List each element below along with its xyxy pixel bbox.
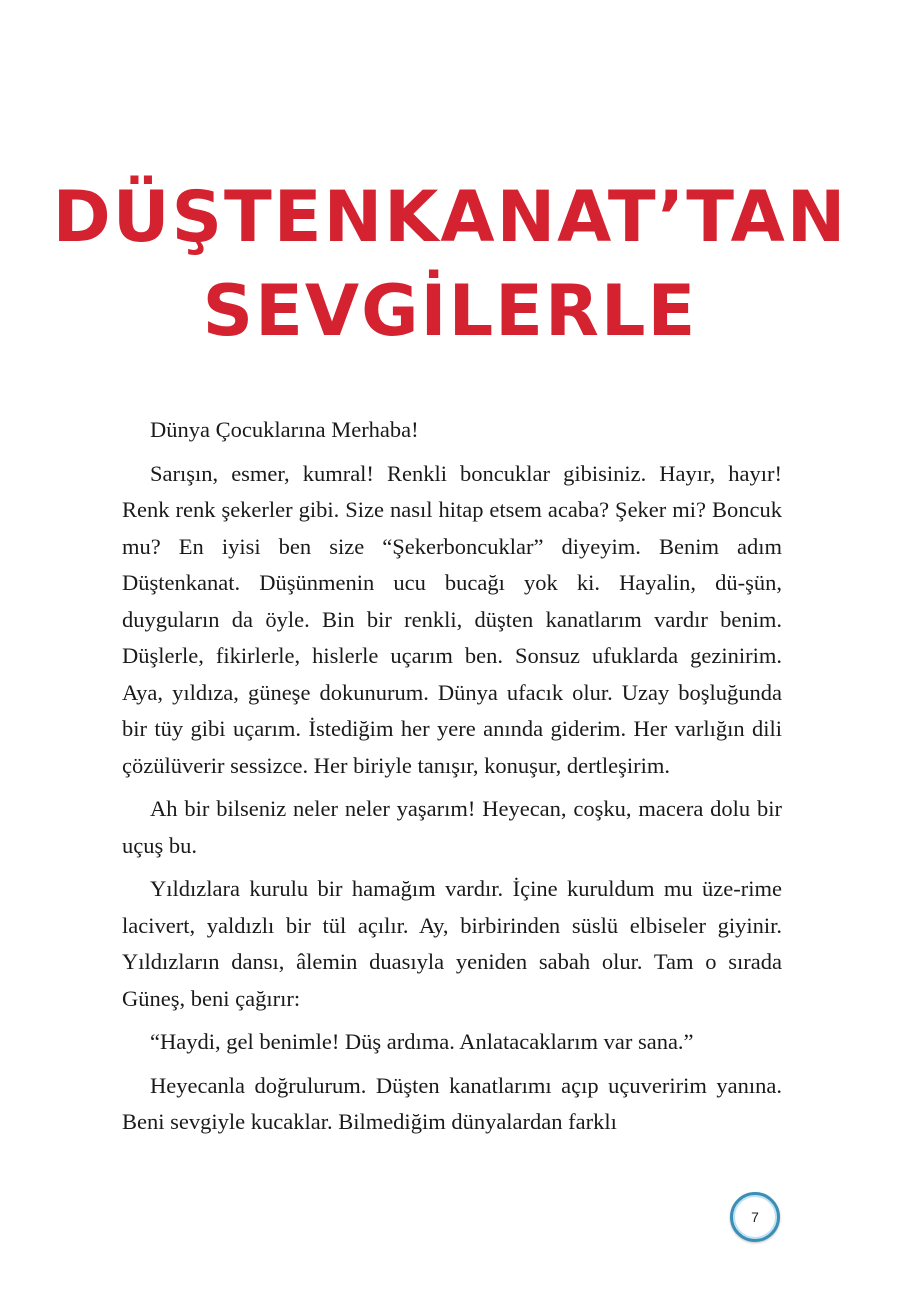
chapter-title-line-1: DÜŞTENKANAT’TAN — [52, 176, 848, 258]
chapter-title-line-2: SEVGİLERLE — [202, 270, 698, 352]
page-number: 7 — [751, 1209, 759, 1225]
page-number-badge — [730, 1192, 780, 1242]
paragraph-flight: Ah bir bilseniz neler neler yaşarım! Heyecan, coşku, macera dolu bir uçuş bu. — [122, 796, 782, 858]
chapter-title — [0, 170, 900, 358]
paragraph-greeting: Dünya Çocuklarına Merhaba! — [150, 417, 419, 442]
paragraph-hammock: Yıldızlara kurulu bir hamağım vardır. İçine kuruldum mu üze-rime lacivert, yaldızlı bir tül açılır. Ay, birbirinden süslü elbiseler giyinir. Yıldızların dansı, âlemin duasıyla yeniden sabah olur. Tam o sırada Güneş, beni çağırır: — [122, 876, 782, 1011]
body-text — [122, 412, 782, 1141]
paragraph-sun-quote: “Haydi, gel benimle! Düş ardıma. Anlatacaklarım var sana.” — [150, 1029, 694, 1054]
paragraph-introduction: Sarışın, esmer, kumral! Renkli boncuklar gibisiniz. Hayır, hayır! Renk renk şekerler gibi. Size nasıl hitap etsem acaba? Şeker mi? Boncuk mu? En iyisi ben size “Şekerboncuklar” diyeyim. Benim adım Düştenkanat. Düşünmenin ucu bucağı yok ki. Hayalin, dü-şün, duyguların da öyle. Bin bir renkli, düşten kanatlarım vardır benim. Düşlerle, fikirlerle, hislerle uçarım ben. Sonsuz ufuklarda gezinirim. Aya, yıldıza, güneşe dokunurum. Dünya ufacık olur. Uzay boşluğunda bir tüy gibi uçarım. İstediğim her yere anında giderim. Her varlığın dili çözülüverir sessizce. Her biriyle tanışır, konuşur, dertleşirim. — [122, 460, 782, 778]
paragraph-embrace: Heyecanla doğrulurum. Düşten kanatlarımı açıp uçuveririm yanına. Beni sevgiyle kucaklar. Bilmediğim dünyalardan farklı — [122, 1072, 782, 1134]
